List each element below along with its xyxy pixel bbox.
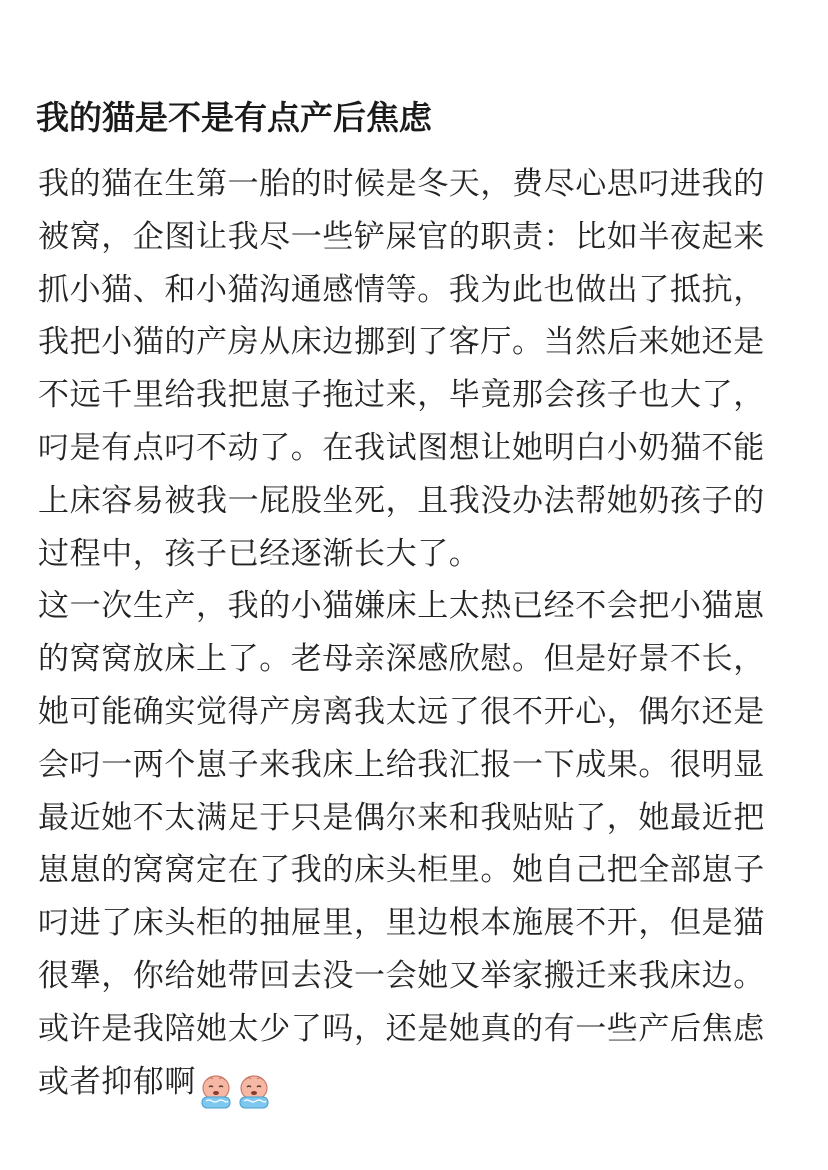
body-line: 崽崽的窝窝定在了我的床头柜里。她自己把全部崽子: [38, 852, 765, 889]
body-line: 或许是我陪她太少了吗，还是她真的有一些产后焦虑: [38, 1010, 765, 1047]
body-line-last: [38, 1056, 790, 1109]
body-line: 的窝窝放床上了。老母亲深感欣慰。但是好景不长，: [38, 641, 765, 678]
post-body: [38, 158, 790, 1108]
body-line: 我把小猫的产房从床边挪到了客厅。当然后来她还是: [38, 324, 765, 361]
body-line: 不远千里给我把崽子拖过来，毕竟那会孩子也大了，: [38, 377, 765, 414]
body-line: 叼是有点叼不动了。在我试图想让她明白小奶猫不能: [38, 429, 765, 466]
body-line: 被窝，企图让我尽一些铲屎官的职责：比如半夜起来: [38, 218, 765, 255]
body-line: 她可能确实觉得产房离我太远了很不开心，偶尔还是: [38, 693, 765, 730]
body-line: 最近她不太满足于只是偶尔来和我贴贴了，她最近把: [38, 799, 765, 836]
body-line: 过程中，孩子已经逐渐长大了。: [38, 535, 481, 572]
body-line: 会叼一两个崽子来我床上给我汇报一下成果。很明显: [38, 746, 765, 783]
body-line: 很犟，你给她带回去没一会她又举家搬迁来我床边。: [38, 957, 765, 994]
body-line: 这一次生产，我的小猫嫌床上太热已经不会把小猫崽: [38, 588, 765, 625]
body-line: 抓小猫、和小猫沟通感情等。我为此也做出了抵抗，: [38, 271, 765, 308]
body-line: 我的猫在生第一胎的时候是冬天，费尽心思叼进我的: [38, 166, 765, 202]
emoji-row: [198, 1063, 274, 1103]
crying-face-sticker-icon: [236, 1072, 272, 1110]
crying-face-sticker-icon: [198, 1072, 234, 1110]
body-line: 上床容易被我一屁股坐死，且我没办法帮她奶孩子的: [38, 482, 765, 519]
body-line: 叼进了床头柜的抽屉里，里边根本施展不开，但是猫: [38, 905, 765, 942]
post-title: 我的猫是不是有点产后焦虑: [36, 98, 432, 138]
body-line-text: 或者抑郁啊: [38, 1063, 196, 1100]
